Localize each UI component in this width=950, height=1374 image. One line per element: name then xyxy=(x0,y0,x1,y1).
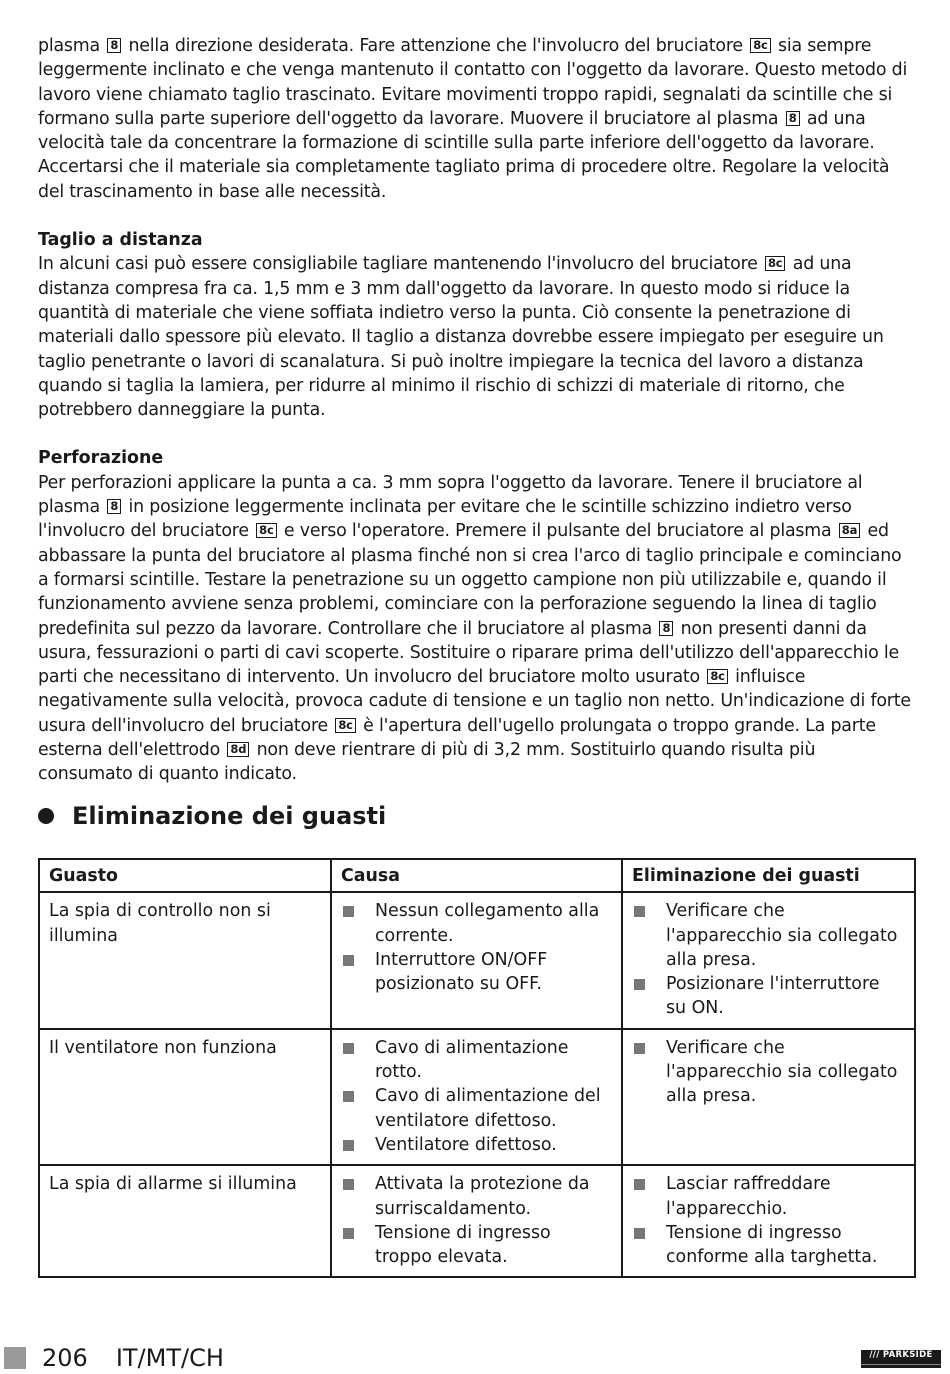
remedy-cell xyxy=(622,1029,915,1165)
perforation-heading: Perforazione xyxy=(38,448,164,469)
page-footer xyxy=(4,1343,224,1373)
cause-item: Nessun collegamento alla corrente. xyxy=(341,899,612,948)
ref-box-8c: 8c xyxy=(707,669,727,684)
ref-box-8: 8 xyxy=(107,499,121,514)
fault-cell: Il ventilatore non funziona xyxy=(39,1029,331,1165)
brand-logo-underline xyxy=(861,1364,941,1365)
remedy-cell xyxy=(622,1165,915,1277)
ref-box-8: 8 xyxy=(107,38,121,53)
cause-item: Ventilatore difettoso. xyxy=(341,1133,612,1157)
brand-logo xyxy=(861,1350,941,1368)
remedy-item: Lasciar raffreddare l'apparecchio. xyxy=(632,1172,905,1221)
ref-box-8: 8 xyxy=(659,621,673,636)
table-row xyxy=(39,1029,915,1165)
cause-item: Tensione di ingresso troppo elevata. xyxy=(341,1221,612,1270)
cause-item: Cavo di alimentazione rotto. xyxy=(341,1036,612,1085)
language-code: IT/MT/CH xyxy=(115,1344,224,1372)
ref-box-8c: 8c xyxy=(256,523,276,538)
remedy-item: Verificare che l'apparecchio sia collegato alla presa. xyxy=(632,899,905,972)
header-cause: Causa xyxy=(331,859,622,892)
fault-cell: La spia di allarme si illumina xyxy=(39,1165,331,1277)
distance-heading: Taglio a distanza xyxy=(38,230,203,251)
table-header-row xyxy=(39,859,915,892)
ref-box-8c: 8c xyxy=(750,38,770,53)
manual-body xyxy=(38,34,914,787)
cause-cell xyxy=(331,892,622,1028)
brand-logo-text: /// PARKSIDE xyxy=(869,1350,933,1360)
ref-box-8: 8 xyxy=(786,111,800,126)
remedy-item: Verificare che l'apparecchio sia collegato alla presa. xyxy=(632,1036,905,1109)
page-number: 206 xyxy=(42,1344,88,1372)
troubleshooting-title: Eliminazione dei guasti xyxy=(72,802,387,830)
cause-item: Interruttore ON/OFF posizionato su OFF. xyxy=(341,948,612,997)
troubleshooting-section-title xyxy=(38,800,386,832)
header-fault: Guasto xyxy=(39,859,331,892)
remedy-cell xyxy=(622,892,915,1028)
cause-cell xyxy=(331,1029,622,1165)
ref-box-8d: 8d xyxy=(227,742,249,757)
distance-paragraph: In alcuni casi può essere consigliabile tagliare mantenendo l'involucro del bruciatore 8c ad una distanza compresa fra ca. 1,5 mm e 3 mm dall'oggetto da lavorare. In questo modo si riduce la quantità di materiale che viene soffiata indietro verso la punta. Ciò consente la penetrazione di materiali dallo spessore più elevato. Il taglio a distanza dovrebbe essere impiegato per eseguire un taglio penetrante o lavori di scanalatura. Si può inoltre impiegare la tecnica del lavoro a distanza quando si taglia la lamiera, per ridurre al minimo il rischio di schizzi di materiale di ritorno, che potrebbero danneggiare la punta. xyxy=(38,254,884,421)
perforation-paragraph: Per perforazioni applicare la punta a ca. 3 mm sopra l'oggetto da lavorare. Tenere il bruciatore al plasma 8 in posizione leggermente inclinata per evitare che le scintille schizzino indietro verso l'involucro del bruciatore 8c e verso l'operatore. Premere il pulsante del bruciatore al plasma 8a ed abbassare la punta del bruciatore al plasma finché non si crea l'arco di taglio principale e cominciano a formarsi scintille. Testare la penetrazione su un oggetto campione non più utilizzabile e, quando il funzionamento avviene senza problemi, cominciare con la perforazione seguendo la linea di taglio predefinita sul pezzo da lavorare. Controllare che il bruciatore al plasma 8 non presenti danni da usura, fessurazioni o parti di cavi scoperte. Sostituire o riparare prima dell'utilizzo dell'apparecchio le parti che necessitano di intervento. Un involucro del bruciatore molto usurato 8c influisce negativamente sulla velocità, provoca cadute di tensione e un taglio non netto. Un'indicazione di forte usura dell'involucro del bruciatore 8c è l'apertura dell'ugello prolungata o troppo grande. La parte esterna dell'elettrodo 8d non deve rientrare di più di 3,2 mm. Sostituirlo quando risulta più consumato di quanto indicato. xyxy=(38,472,911,785)
troubleshooting-table xyxy=(38,858,916,1278)
table-row xyxy=(39,892,915,1028)
fault-cell: La spia di controllo non si illumina xyxy=(39,892,331,1028)
footer-square-icon xyxy=(4,1347,26,1369)
bullet-dot-icon xyxy=(38,808,54,824)
cause-cell xyxy=(331,1165,622,1277)
intro-paragraph: plasma 8 nella direzione desiderata. Fare attenzione che l'involucro del bruciatore 8c sia sempre leggermente inclinato e che venga mantenuto il contatto con l'oggetto da lavorare. Questo metodo di lavoro viene chiamato taglio trascinato. Evitare movimenti troppo rapidi, segnalati da scintille che si formano sulla parte superiore dell'oggetto da lavorare. Muovere il bruciatore al plasma 8 ad una velocità tale da concentrare la formazione di scintille sulla parte inferiore dell'oggetto da lavorare. Accertarsi che il materiale sia completamente tagliato prima di procedere oltre. Regolare la velocità del trascinamento in base alle necessità. xyxy=(38,36,908,202)
header-remedy: Eliminazione dei guasti xyxy=(622,859,915,892)
cause-item: Attivata la protezione da surriscaldamento. xyxy=(341,1172,612,1221)
ref-box-8c: 8c xyxy=(765,256,785,271)
table-row xyxy=(39,1165,915,1277)
remedy-item: Posizionare l'interruttore su ON. xyxy=(632,972,905,1021)
remedy-item: Tensione di ingresso conforme alla targhetta. xyxy=(632,1221,905,1270)
ref-box-8c: 8c xyxy=(335,718,355,733)
cause-item: Cavo di alimentazione del ventilatore difettoso. xyxy=(341,1084,612,1133)
ref-box-8a: 8a xyxy=(839,523,860,538)
